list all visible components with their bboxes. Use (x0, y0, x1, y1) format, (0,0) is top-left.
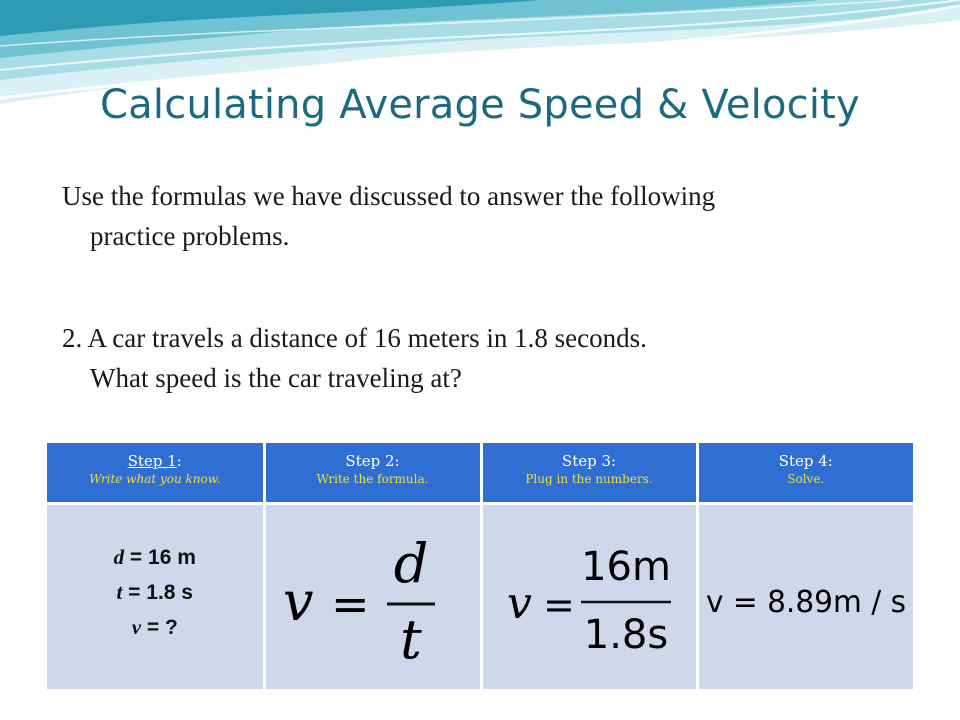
step-1-label: Step 1 (127, 452, 177, 470)
plugged-lhs: v (507, 577, 532, 629)
plugged-equals: = (543, 582, 575, 627)
known-distance (47, 540, 263, 575)
formula-cell (264, 504, 481, 690)
velocity-value: = ? (141, 615, 178, 639)
known-time (47, 575, 263, 610)
problem-line-2: What speed is the car traveling at? (90, 363, 462, 393)
step-2-label: Step 2: (345, 452, 400, 470)
step-1-hint: Write what you know. (89, 472, 221, 486)
steps-table (47, 443, 913, 689)
formula-equation (273, 520, 473, 670)
formula-denominator: t (399, 607, 422, 670)
step-4-hint: Solve. (787, 472, 825, 486)
step-3-hint: Plug in the numbers. (525, 472, 653, 486)
time-value: = 1.8 s (122, 580, 193, 604)
step-4-header (697, 443, 913, 504)
plugged-denominator: 1.8s (583, 611, 669, 658)
formula-numerator: d (393, 531, 428, 595)
velocity-variable: v (131, 614, 142, 639)
solution-equation (699, 520, 913, 670)
time-variable: t (116, 579, 123, 604)
problem-line-1: 2. A car travels a distance of 16 meters in 1.8 seconds. (62, 323, 647, 353)
step-1-colon: : (176, 452, 182, 470)
solution-cell (697, 504, 913, 690)
step-4-label: Step 4: (778, 452, 833, 470)
steps-body-row (47, 504, 913, 690)
distance-variable: d (113, 544, 125, 569)
formula-equals: = (330, 576, 370, 631)
known-velocity (47, 610, 263, 645)
steps-header-row (47, 443, 913, 504)
step-3-label: Step 3: (561, 452, 617, 470)
step-1-header (47, 443, 264, 504)
solution-text: v = 8.89m / s (705, 584, 906, 620)
slide-title: Calculating Average Speed & Velocity (100, 82, 860, 128)
distance-value: = 16 m (124, 545, 196, 569)
plugged-numerator: 16m (581, 543, 671, 590)
known-values-cell (47, 504, 264, 690)
step-3-header (481, 443, 697, 504)
intro-line-2: practice problems. (90, 221, 290, 251)
intro-line-1: Use the formulas we have discussed to answer the following (62, 181, 716, 211)
plug-in-cell (481, 504, 697, 690)
intro-paragraph (62, 176, 912, 256)
formula-lhs: v (282, 569, 314, 633)
step-2-header (264, 443, 481, 504)
plugged-equation (489, 520, 689, 670)
problem-paragraph (62, 318, 912, 398)
step-2-hint: Write the formula. (316, 472, 429, 486)
